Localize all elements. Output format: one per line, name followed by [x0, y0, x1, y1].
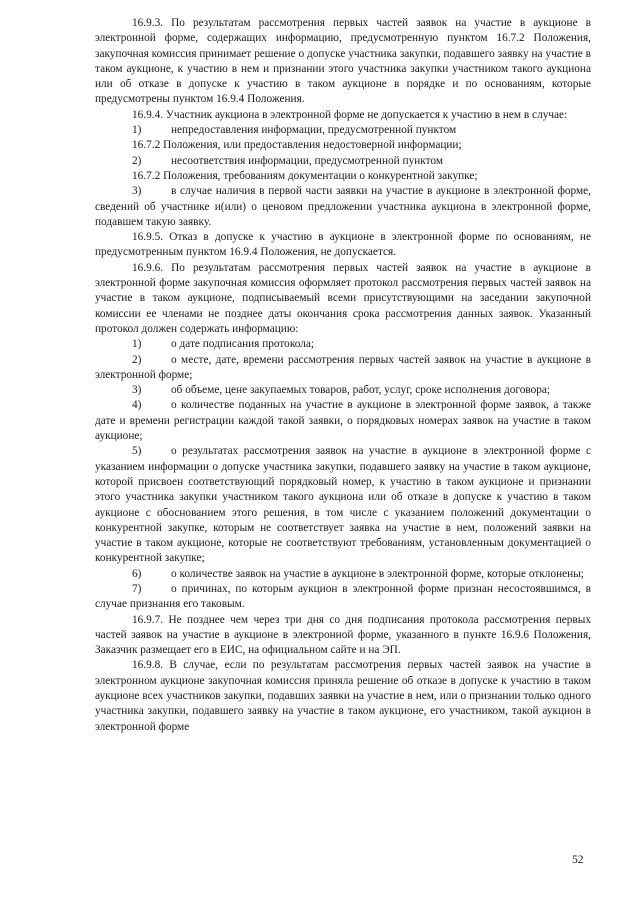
- list-item-text: в случае наличия в первой части заявки на участие в аукционе в электронной форме, сведений об участнике и(или) о ценовом предложении участника аукциона в электронной форме, подавшем такую заявку.: [95, 185, 591, 228]
- list-item-number: 1): [132, 124, 142, 137]
- list-item-number: 1): [132, 338, 142, 351]
- list-item-text: о дате подписания протокола;: [171, 338, 315, 351]
- list-item-number: 7): [132, 582, 142, 595]
- list-item-text: о количестве поданных на участие в аукционе в электронной форме заявок, а также дате и времени регистрации каждой такой заявки, о порядковых номерах заявок на участие в таком аукционе;: [95, 399, 591, 443]
- list-item: [95, 582, 591, 613]
- list-item-number: 3): [132, 185, 142, 198]
- list-item: [95, 398, 591, 444]
- paragraph: 16.9.3. По результатам рассмотрения первых частей заявок на участие в аукционе в электронной форме, содержащих информацию, предусмотренную пунктом 16.7.2 Положения, закупочная комиссия принимает решение о допуске участника закупки, подавшего заявку на участие в таком аукционе, к участию в нем и признании этого участника закупки участником такого аукциона или об отказе в допуске к участию в таком аукционе в порядке и по основаниям, которые предусмотрены пунктом 16.9.4 Положения.: [95, 17, 591, 106]
- document-body: [95, 16, 591, 735]
- list-item-number: 2): [132, 353, 142, 366]
- list-item-text: о количестве заявок на участие в аукционе в электронной форме, которые отклонены;: [171, 567, 584, 580]
- list-item: [95, 123, 591, 138]
- list-item-text: непредоставления информации, предусмотренной пунктом: [171, 124, 457, 137]
- page-number: 52: [572, 854, 584, 866]
- list-item: [95, 444, 591, 566]
- list-item: [95, 383, 591, 398]
- paragraph: 16.9.7. Не позднее чем через три дня со дня подписания протокола рассмотрения первых частей заявок на участие в аукционе в электронной форме, указанного в пункте 16.9.6 Положения, Заказчик размещает его в ЕИС, на официальном сайте и на ЭП.: [95, 613, 591, 657]
- list-item: [95, 353, 591, 384]
- list-item: [95, 567, 591, 582]
- paragraph: 16.9.6. По результатам рассмотрения первых частей заявок на участие в аукционе в электронной форме закупочная комиссия оформляет протокол рассмотрения первых частей заявок на участие в таком аукционе, подписываемый всеми присутствующими на заседании закупочной комиссии ее членами не позднее даты окончания срока рассмотрения данных заявок. Указанный протокол должен содержать информацию:: [95, 261, 591, 335]
- list-item: [95, 184, 591, 230]
- list-item-text: об объеме, цене закупаемых товаров, работ, услуг, сроке исполнения договора;: [171, 384, 551, 397]
- list-item-number: 5): [132, 445, 142, 458]
- list-item-number: 6): [132, 567, 142, 580]
- paragraph: 16.7.2 Положения, требованиям документации о конкурентной закупке;: [132, 169, 478, 182]
- list-item-text: о месте, дате, времени рассмотрения первых частей заявок на участие в аукционе в электронной форме;: [95, 353, 591, 381]
- paragraph: 16.9.5. Отказ в допуске к участию в аукционе в электронной форме по основаниям, не предусмотренным пунктом 16.9.4 Положения, не допускается.: [95, 231, 591, 259]
- list-item: [95, 154, 591, 169]
- list-item-number: 4): [132, 399, 142, 412]
- list-item-text: о причинах, по которым аукцион в электронной форме признан несостоявшимся, в случае признания его таковым.: [95, 582, 591, 611]
- list-item-text: несоответствия информации, предусмотренной пунктом: [171, 154, 443, 167]
- paragraph: 16.9.8. В случае, если по результатам рассмотрения первых частей заявок на участие в электронном аукционе закупочная комиссия приняла решение об отказе в допуске к участию в таком аукционе всех участников закупки, подавших заявки на участие в нем, или о признании только одного участника закупки, подавшего заявку на участие в таком аукционе, его участником, такой аукцион в электронной форме: [95, 659, 591, 733]
- list-item-text: о результатах рассмотрения заявок на участие в аукционе в электронной форме с указанием информации о допуске участника закупки, подавшего заявку на участие в таком аукционе, которой присвоен соответствующий порядковый номер, к участию в таком аукционе и признании этого участника закупки участником такого аукциона или об отказе в допуске к участию в таком аукционе с обоснованием этого решения, в том числе с указанием положений документации о конкурентной закупке, которым не соответствует заявка на участие в нем, положений заявки на участие в таком аукционе, которые не соответствуют требованиям, установленным документацией о конкурентной закупке;: [95, 445, 591, 565]
- paragraph: 16.7.2 Положения, или предоставления недостоверной информации;: [132, 139, 462, 152]
- paragraph: 16.9.4. Участник аукциона в электронной форме не допускается к участию в нем в случае:: [132, 108, 568, 121]
- list-item-number: 2): [132, 154, 142, 167]
- list-item-number: 3): [132, 384, 142, 397]
- list-item: [95, 337, 591, 352]
